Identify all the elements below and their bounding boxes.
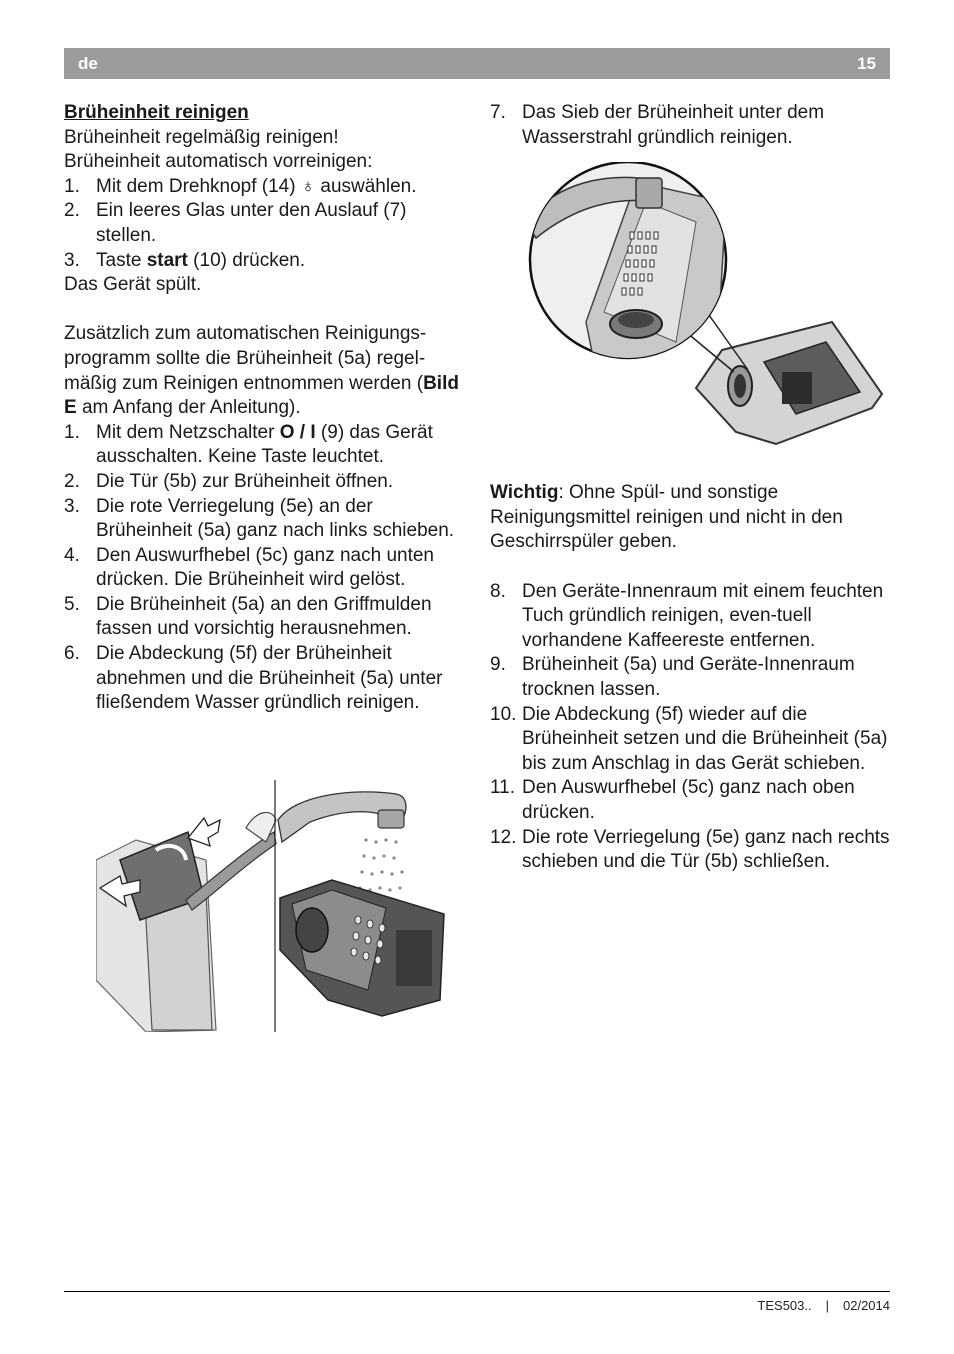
tap-rinse-shape	[278, 792, 444, 1016]
list-item: 5. Die Brüheinheit (5a) an den Griffmulden fassen und vorsichtig herausnehmen.	[64, 593, 432, 640]
list-item: 9. Brüheinheit (5a) und Geräte-Innenraum trocknen lassen.	[490, 654, 855, 700]
brew-unit-shape	[696, 322, 882, 444]
model-number: TES503..	[757, 1298, 812, 1313]
list-item: 8. Den Geräte-Innenraum mit einem feuchten Tuch gründlich reinigen, even-tuell vorhandene Kaffeereste entfernen.	[490, 580, 884, 651]
list-item: 1. Mit dem Netzschalter O / I (9) das Gerät ausschalten. Keine Taste leuchtet.	[64, 421, 433, 468]
list-item: 1. Mit dem Drehknopf (14) ♁ auswählen.	[64, 175, 417, 197]
manual-clean-paragraph: Zusätzlich zum automatischen Reinigungs-programm sollte die Brüheinheit (5a) regel-mäßig zum Reinigen entnommen werden (Bild E am Anfang der Anleitung).	[64, 323, 459, 419]
footer	[757, 1298, 890, 1313]
list-item: 10. Die Abdeckung (5f) wieder auf die Brüheinheit setzen und die Brüheinheit (5a) bis zum Anschlag in das Gerät schieben.	[490, 703, 888, 774]
section-heading: Brüheinheit reinigen	[64, 102, 249, 123]
list-item: 2. Ein leeres Glas unter den Auslauf (7) stellen.	[64, 200, 407, 246]
page-number: 15	[857, 54, 876, 73]
important-note: Wichtig: Ohne Spül- und sonstige Reinigungsmittel reinigen und nicht in den Geschirrspüler geben.	[490, 482, 843, 553]
list-item: 4. Den Auswurfhebel (5c) ganz nach unten drücken. Die Brüheinheit wird gelöst.	[64, 544, 434, 591]
header-bar	[64, 48, 890, 79]
left-column	[64, 101, 464, 716]
sieve-step	[490, 101, 890, 150]
sieve-cleaning-illustration	[526, 162, 886, 447]
list-item: 3. Taste start (10) drücken.	[64, 249, 306, 271]
auto-clean-steps	[64, 175, 464, 273]
list-item: 7. Das Sieb der Brüheinheit unter dem Wasserstrahl gründlich reinigen.	[490, 102, 825, 148]
rinse-symbol-icon: ♁	[300, 175, 316, 197]
list-item: 3. Die rote Verriegelung (5e) an der Brüheinheit (5a) ganz nach links schieben.	[64, 495, 455, 542]
intro-line-2: Brüheinheit automatisch vorreinigen:	[64, 151, 373, 173]
list-item: 6. Die Abdeckung (5f) der Brüheinheit abnehmen und die Brüheinheit (5a) unter fließendem Wasser gründlich reinigen.	[64, 643, 443, 714]
rinse-note: Das Gerät spült.	[64, 274, 202, 296]
list-item: 12. Die rote Verriegelung (5e) ganz nach rechts schieben und die Tür (5b) schließen.	[490, 826, 890, 873]
edition-date: 02/2014	[843, 1298, 890, 1313]
manual-clean-steps	[64, 421, 464, 716]
list-item: 2. Die Tür (5b) zur Brüheinheit öffnen.	[64, 470, 394, 492]
cover-removal-shape	[96, 812, 276, 1032]
footer-rule	[64, 1291, 890, 1292]
intro-line-1: Brüheinheit regelmäßig reinigen!	[64, 126, 339, 148]
language-label: de	[78, 54, 98, 73]
reassembly-steps	[490, 580, 890, 875]
footer-separator: |	[825, 1298, 829, 1313]
rinse-illustration	[96, 780, 450, 1032]
list-item: 11. Den Auswurfhebel (5c) ganz nach oben drücken.	[490, 777, 855, 823]
